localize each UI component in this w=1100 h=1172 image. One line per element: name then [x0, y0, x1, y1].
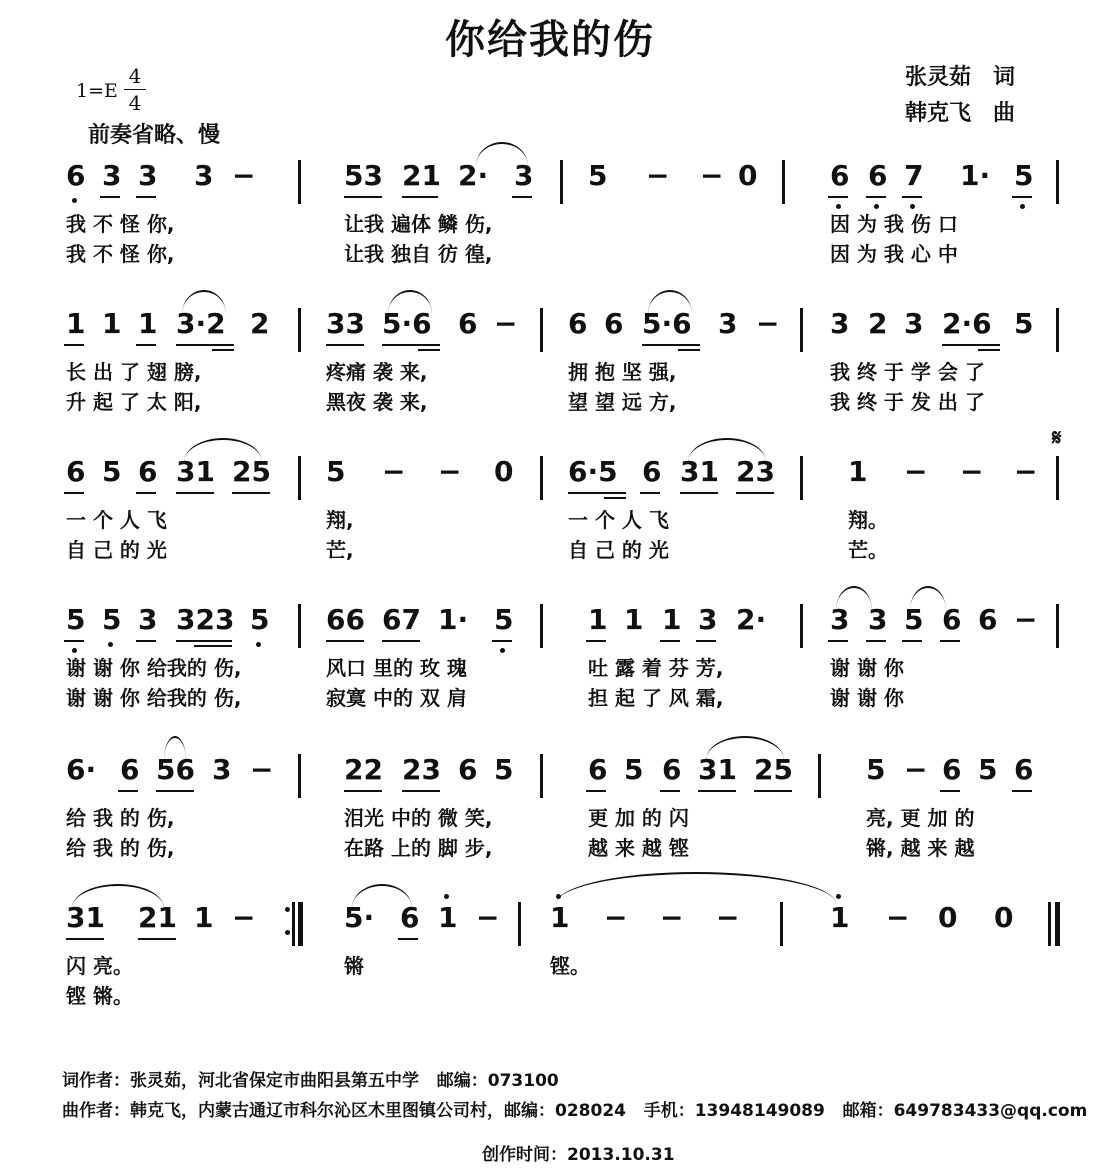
- note: 3: [904, 307, 924, 340]
- note-dash: −: [250, 753, 274, 786]
- lyric-line-v2: 让我 独自 彷 徨,: [344, 242, 493, 266]
- lyric-line-v1: 锵: [344, 954, 364, 978]
- tempo-note: 前奏省略、慢: [88, 123, 221, 148]
- lyricist-credit: [905, 60, 1015, 91]
- key-signature: 1=E: [76, 80, 118, 102]
- barline: [298, 604, 301, 648]
- note: 1·: [960, 159, 991, 192]
- lyric-line-v2: 铿 锵。: [66, 984, 133, 1008]
- lyric-line-v1: 亮, 更 加 的: [866, 806, 975, 830]
- lyricist-role: 词: [993, 65, 1016, 90]
- note: 6: [662, 753, 682, 786]
- time-signature-top: 4: [128, 64, 142, 88]
- note: 0: [938, 901, 958, 934]
- note-dash: −: [1014, 455, 1038, 488]
- note: 21: [402, 159, 441, 192]
- barline: [782, 160, 785, 204]
- note: 1: [830, 901, 850, 934]
- note-dash: −: [904, 455, 928, 488]
- barline: [560, 160, 563, 204]
- time-signature: [124, 64, 146, 115]
- note: 3: [212, 753, 232, 786]
- note: 6: [830, 159, 850, 192]
- barline: [298, 308, 301, 352]
- lyric-line-v1: 疼痛 袭 来,: [326, 360, 428, 384]
- note: 5·: [344, 901, 375, 934]
- lyric-line-v1: 因 为 我 伤 口: [830, 212, 958, 236]
- lyric-line-v1: 谢 谢 你 给我的 伤,: [66, 656, 242, 680]
- barline: [298, 754, 301, 798]
- note: 31: [698, 753, 737, 786]
- lyric-line-v1: 铿。: [550, 954, 590, 978]
- note: 23: [402, 753, 441, 786]
- note: 6: [978, 603, 998, 636]
- lyric-line-v2: 因 为 我 心 中: [830, 242, 958, 266]
- barline: [1056, 160, 1059, 204]
- lyricist-info: 词作者：张灵茹，河北省保定市曲阳县第五中学 邮编：073100: [62, 1071, 559, 1091]
- barline: [540, 754, 543, 798]
- note: 2·: [458, 159, 489, 192]
- note: 5: [624, 753, 644, 786]
- note: 21: [138, 901, 177, 934]
- note-dash: −: [716, 901, 740, 934]
- barline: [1048, 902, 1051, 946]
- note-dash: −: [1014, 603, 1038, 636]
- lyric-line-v2: 锵, 越 来 越: [866, 836, 975, 860]
- lyric-line-v1: 闪 亮。: [66, 954, 133, 978]
- lyric-line-v1: 翔。: [848, 508, 888, 532]
- note: 2·6: [942, 307, 992, 340]
- lyric-line-v2: 在路 上的 脚 步,: [344, 836, 493, 860]
- note: 6: [568, 307, 588, 340]
- note: 6·: [66, 753, 97, 786]
- note: 1: [624, 603, 644, 636]
- note: 23: [736, 455, 775, 488]
- score-system-3: [0, 452, 1100, 602]
- note-dash: −: [476, 901, 500, 934]
- note: 31: [66, 901, 105, 934]
- note: 3: [102, 159, 122, 192]
- score-system-5: [0, 750, 1100, 900]
- note-dash: −: [494, 307, 518, 340]
- barline: [800, 308, 803, 352]
- note: 3: [830, 603, 850, 636]
- note: 6: [642, 455, 662, 488]
- lyric-line-v1: 吐 露 着 芬 芳,: [588, 656, 724, 680]
- note: 0: [494, 455, 514, 488]
- note: 6: [66, 159, 86, 192]
- note: 22: [344, 753, 383, 786]
- repeat-barline: [298, 902, 303, 946]
- note: 6: [400, 901, 420, 934]
- lyric-line-v2: 芒。: [848, 538, 888, 562]
- note: 3·2: [176, 307, 226, 340]
- note: 1: [550, 901, 570, 934]
- note: 5: [978, 753, 998, 786]
- barline: [1056, 456, 1059, 500]
- note: 25: [754, 753, 793, 786]
- note: 5: [102, 455, 122, 488]
- lyric-line-v2: 升 起 了 太 阳,: [66, 390, 202, 414]
- note: 3: [138, 159, 158, 192]
- lyric-line-v1: 更 加 的 闪: [588, 806, 689, 830]
- lyric-line-v2: 我 不 怪 你,: [66, 242, 175, 266]
- note: 5: [904, 603, 924, 636]
- time-signature-bottom: 4: [128, 91, 142, 115]
- barline: [292, 902, 295, 946]
- lyric-line-v1: 让我 遍体 鳞 伤,: [344, 212, 493, 236]
- barline: [518, 902, 521, 946]
- barline: [1056, 604, 1059, 648]
- note: 6: [120, 753, 140, 786]
- lyric-line-v1: 拥 抱 坚 强,: [568, 360, 677, 384]
- note: 56: [156, 753, 195, 786]
- note: 323: [176, 603, 235, 636]
- note: 5: [494, 753, 514, 786]
- lyric-line-v1: 给 我 的 伤,: [66, 806, 175, 830]
- note-dash: −: [232, 901, 256, 934]
- score-system-6: [0, 898, 1100, 1048]
- note: 1·: [438, 603, 469, 636]
- composer-credit: [905, 96, 1015, 127]
- note: 5: [866, 753, 886, 786]
- repeat-dot: [285, 930, 290, 935]
- note: 25: [232, 455, 271, 488]
- note: 5·6: [382, 307, 432, 340]
- note-dash: −: [960, 455, 984, 488]
- note: 31: [176, 455, 215, 488]
- note: 0: [738, 159, 758, 192]
- note: 1: [102, 307, 122, 340]
- note: 2: [250, 307, 270, 340]
- repeat-dot: [285, 907, 290, 912]
- note: 1: [662, 603, 682, 636]
- barline: [540, 308, 543, 352]
- note: 2: [868, 307, 888, 340]
- note: 7: [904, 159, 924, 192]
- note: 6: [458, 753, 478, 786]
- barline: [298, 160, 301, 204]
- lyricist-name: 张灵茹: [905, 65, 972, 90]
- score-system-1: [0, 156, 1100, 306]
- note: 6: [942, 753, 962, 786]
- note: 5·6: [642, 307, 692, 340]
- note-dash: −: [660, 901, 684, 934]
- lyric-line-v1: 一 个 人 飞: [568, 508, 669, 532]
- barline: [800, 604, 803, 648]
- note: 1: [66, 307, 86, 340]
- lyric-line-v2: 望 望 远 方,: [568, 390, 677, 414]
- score-system-4: [0, 600, 1100, 750]
- note: 31: [680, 455, 719, 488]
- note: 5: [1014, 307, 1034, 340]
- lyric-line-v2: 芒,: [326, 538, 354, 562]
- note: 6: [942, 603, 962, 636]
- lyric-line-v2: 给 我 的 伤,: [66, 836, 175, 860]
- note: 1: [194, 901, 214, 934]
- barline: [298, 456, 301, 500]
- note: 3: [138, 603, 158, 636]
- creation-date: 创作时间：2013.10.31: [482, 1145, 675, 1165]
- note: 67: [382, 603, 421, 636]
- note-dash: −: [382, 455, 406, 488]
- song-title: 你给我的伤: [445, 17, 655, 63]
- note: 1: [848, 455, 868, 488]
- note: 33: [326, 307, 365, 340]
- lyric-line-v1: 一 个 人 飞: [66, 508, 167, 532]
- note: 5: [102, 603, 122, 636]
- note: 1: [588, 603, 608, 636]
- lyric-line-v2: 黑夜 袭 来,: [326, 390, 428, 414]
- lyric-line-v1: 谢 谢 你: [830, 656, 904, 680]
- note: 1: [438, 901, 458, 934]
- note: 6: [588, 753, 608, 786]
- note: 6: [458, 307, 478, 340]
- lyric-line-v2: 自 己 的 光: [568, 538, 669, 562]
- lyric-line-v2: 自 己 的 光: [66, 538, 167, 562]
- lyric-line-v1: 风口 里的 玫 瑰: [326, 656, 467, 680]
- lyric-line-v2: 越 来 越 铿: [588, 836, 689, 860]
- lyric-line-v1: 长 出 了 翅 膀,: [66, 360, 202, 384]
- note: 5: [1014, 159, 1034, 192]
- note: 5: [250, 603, 270, 636]
- lyric-line-v1: 我 不 怪 你,: [66, 212, 175, 236]
- note: 3: [514, 159, 534, 192]
- note: 5: [588, 159, 608, 192]
- final-barline: [1055, 902, 1060, 946]
- barline: [1056, 308, 1059, 352]
- composer-info: 曲作者：韩克飞，内蒙古通辽市科尔沁区木里图镇公司村，邮编：028024 手机：13948149089 邮箱：649783433@qq.com: [62, 1101, 1088, 1121]
- note-dash: −: [700, 159, 724, 192]
- lyric-line-v2: 寂寞 中的 双 肩: [326, 686, 467, 710]
- note-dash: −: [756, 307, 780, 340]
- note-dash: −: [904, 753, 928, 786]
- lyric-line-v2: 担 起 了 风 霜,: [588, 686, 724, 710]
- note: 6: [138, 455, 158, 488]
- note: 6: [66, 455, 86, 488]
- note: 66: [326, 603, 365, 636]
- lyric-line-v2: 我 终 于 发 出 了: [830, 390, 985, 414]
- composer-role: 曲: [993, 101, 1016, 126]
- note: 3: [830, 307, 850, 340]
- lyric-line-v1: 泪光 中的 微 笑,: [344, 806, 493, 830]
- barline: [800, 456, 803, 500]
- note: 5: [326, 455, 346, 488]
- note-dash: −: [604, 901, 628, 934]
- note-dash: −: [646, 159, 670, 192]
- note: 0: [994, 901, 1014, 934]
- segno-sign-icon: 𝄋: [1052, 426, 1062, 451]
- note: 1: [138, 307, 158, 340]
- note: 5: [494, 603, 514, 636]
- barline: [540, 456, 543, 500]
- note: 5: [66, 603, 86, 636]
- note: 3: [718, 307, 738, 340]
- lyric-line-v2: 谢 谢 你 给我的 伤,: [66, 686, 242, 710]
- barline: [818, 754, 821, 798]
- lyric-line-v2: 谢 谢 你: [830, 686, 904, 710]
- barline: [780, 902, 783, 946]
- note: 53: [344, 159, 383, 192]
- note: 6: [868, 159, 888, 192]
- lyric-line-v1: 我 终 于 学 会 了: [830, 360, 985, 384]
- note: 3: [868, 603, 888, 636]
- note-dash: −: [232, 159, 256, 192]
- note: 6·5: [568, 455, 618, 488]
- score-system-2: [0, 304, 1100, 454]
- note: 2·: [736, 603, 767, 636]
- note: 3: [698, 603, 718, 636]
- composer-name: 韩克飞: [905, 101, 972, 126]
- barline: [540, 604, 543, 648]
- note: 3: [194, 159, 214, 192]
- lyric-line-v1: 翔,: [326, 508, 354, 532]
- note: 6: [1014, 753, 1034, 786]
- note-dash: −: [886, 901, 910, 934]
- note-dash: −: [438, 455, 462, 488]
- note: 6: [604, 307, 624, 340]
